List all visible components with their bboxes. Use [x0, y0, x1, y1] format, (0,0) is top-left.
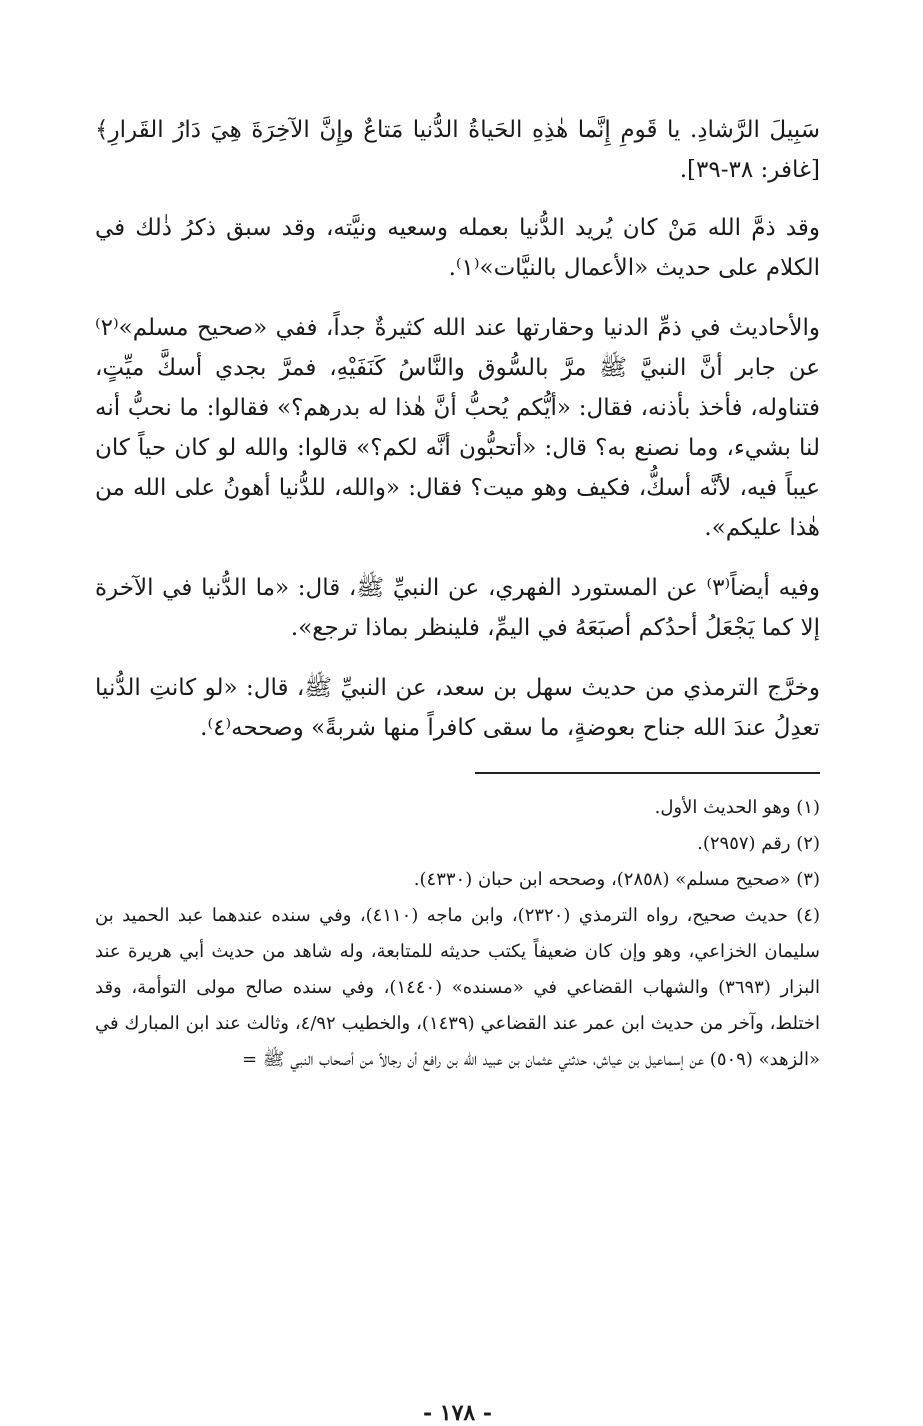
footnote-1: (١) وهو الحديث الأول. — [654, 797, 820, 818]
paragraph-finger-sea-hadith: وفيه أيضاً⁽٣⁾ عن المستورد الفهري، عن النبيِّ ﷺ، قال: «ما الدُّنيا في الآخرة إلا كما يَجْعَلُ أحدُكم أصبَعَهُ في اليمِّ، فلينظر بماذا ترجع». — [95, 575, 821, 641]
paragraph-goat-hadith: والأحاديث في ذمِّ الدنيا وحقارتها عند الله كثيرةٌ جداً، ففي «صحيح مسلم»⁽٢⁾ عن جابر أنَّ النبيَّ ﷺ مرَّ بالسُّوق والنَّاسُ كَنَفَيْهِ، فمرَّ بجدي أسكَّ ميِّتٍ، فتناوله، فأخذ بأذنه، فقال: «أيُّكم يُحبُّ أنَّ هٰذا له بدرهم؟» فقالوا: ما نحبُّ أنه لنا بشيء، وما نصنع به؟ قال: «أتحبُّون أنَّه لكم؟» قالوا: والله لو كان حياً كان عيباً فيه، لأنَّه أسكُّ، فكيف وهو ميت؟ فقال: «والله، للدُّنيا أهونُ على الله من هٰذا عليكم». — [95, 315, 820, 541]
paragraph-dunya-intention: وقد ذمَّ الله مَنْ كان يُريد الدُّنيا بعمله وسعيه ونيَّته، وقد سبق ذكرُ ذٰلك في الكلام على حديث «الأعمال بالنيَّات»⁽١⁾. — [95, 215, 820, 281]
footnote-separator — [475, 772, 820, 774]
footnotes — [95, 790, 820, 1078]
page-number: - ١٧٨ - — [422, 1400, 493, 1426]
footnote-3: (٣) «صحيح مسلم» (٢٨٥٨)، وصححه ابن حبان (٤٣٣٠). — [413, 869, 820, 890]
footnote-4: (٤) حديث صحيح، رواه الترمذي (٢٣٢٠)، وابن ماجه (٤١١٠)، وفي سنده عندهما عبد الحميد بن سليمان الخزاعي، وهو وإن كان ضعيفاً يكتب حديثه للمتابعة، وله شاهد من حديث أبي هريرة عند البزار (٣٦٩٣) والشهاب القضاعي في «مسنده» (١٤٤٠)، وفي سنده صالح مولى التوأمة، وقد اختلط، وآخر من حديث ابن عمر عند القضاعي (١٤٣٩)، والخطيب ٤/٩٢، وثالث عند ابن المبارك في «الزهد» (٥٠٩) عن إسماعيل بن عياش، حدثني عثمان بن عبيد الله بن رافع أن رجالاً من أصحاب النبي ﷺ = — [95, 905, 821, 1070]
footnote-2: (٢) رقم (٢٩٥٧). — [697, 833, 820, 854]
paragraph-quran-verse: سَبِيلَ الرَّشادِ. يا قَومِ إِنَّما هٰذِهِ الحَياةُ الدُّنيا مَتاعٌ وإِنَّ الآخِرَةَ هِيَ دَارُ القَرارِ﴾ [غافر: ٣٨-٣٩]. — [95, 117, 820, 183]
footnote-separator-wrap — [95, 772, 820, 774]
paragraph-mosquito-wing-hadith: وخرَّج الترمذي من حديث سهل بن سعد، عن النبيِّ ﷺ، قال: «لو كانتِ الدُّنيا تعدِلُ عندَ الله جناح بعوضةٍ، ما سقى كافراً منها شربةً» وصححه⁽٤⁾. — [95, 675, 820, 741]
book-page — [95, 110, 821, 1426]
main-text — [95, 110, 820, 748]
